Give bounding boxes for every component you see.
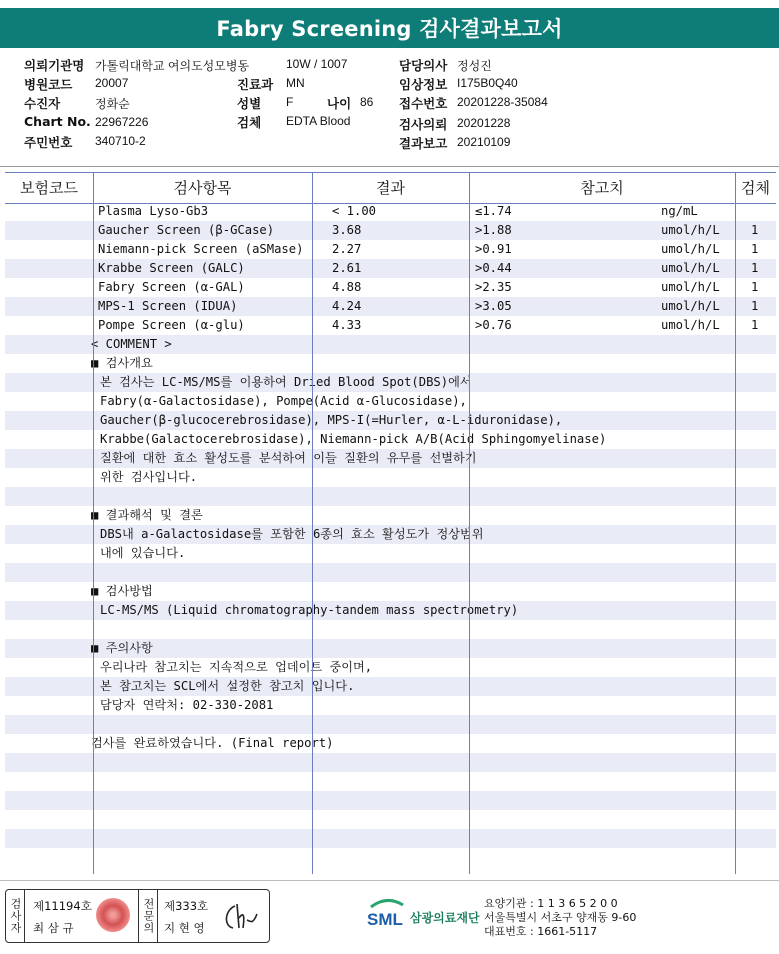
- interp-title: ■ 결과해석 및 결론: [91, 508, 203, 522]
- overview-line-3: Gaucher(β-glucocerebrosidase), MPS-I(=Hurler, α-L-iduronidase),: [100, 413, 563, 427]
- test-item: Fabry Screen (α-GAL): [98, 280, 245, 294]
- caution-line-1: 우리나라 참고치는 지속적으로 업데이트 중이며,: [100, 660, 373, 674]
- interp-line-2: 내에 있습니다.: [100, 546, 186, 560]
- sml-logo-icon: [367, 895, 407, 931]
- comment-header: < COMMENT >: [91, 337, 172, 351]
- result-value: < 1.00: [332, 204, 377, 218]
- signature-box: [5, 889, 270, 943]
- examiner-name: 최 삼 규: [33, 921, 74, 935]
- method-title: ■ 검사방법: [91, 584, 153, 598]
- final-line: 검사를 완료하였습니다. (Final report): [91, 736, 334, 750]
- reference-value: >0.44: [475, 261, 512, 275]
- specimen-value: EDTA Blood: [286, 114, 351, 128]
- overview-line-4: Krabbe(Galactocerebrosidase), Niemann-pick A/B(Acid Sphingomyelinase): [100, 432, 607, 446]
- lab-info-line-3: 대표번호 : 1661-5117: [484, 925, 598, 938]
- institution-value: 가톨릭대학교 여의도성모병동: [95, 59, 250, 73]
- lab-name: 삼광의료재단: [410, 911, 480, 925]
- footer: [0, 880, 779, 954]
- overview-title: ■ 검사개요: [91, 356, 153, 370]
- request-value: 20201228: [457, 116, 511, 130]
- test-item: MPS-1 Screen (IDUA): [98, 299, 238, 313]
- method-line-1: LC-MS/MS (Liquid chromatography-tandem mass spectrometry): [100, 603, 519, 617]
- table-row: [5, 487, 776, 506]
- specimen-count: 1: [751, 299, 759, 313]
- table-row: [5, 563, 776, 582]
- report-date-value: 20210109: [457, 135, 511, 149]
- clinical-label: 임상정보: [399, 77, 448, 92]
- header-insurance-code: 보험코드: [20, 179, 78, 197]
- reference-value: >0.91: [475, 242, 512, 256]
- table-row: [5, 791, 776, 810]
- examiner-label-text: 검사자: [9, 898, 22, 934]
- patient-label: 수진자: [24, 96, 61, 111]
- reference-unit: umol/h/L: [661, 299, 720, 313]
- institution-label: 의뢰기관명: [24, 58, 85, 73]
- table-row: [5, 620, 776, 639]
- test-item: Niemann-pick Screen (aSMase): [98, 242, 304, 256]
- column-divider: [735, 172, 736, 874]
- dept-label: 진료과: [237, 77, 274, 92]
- reference-value: >3.05: [475, 299, 512, 313]
- specimen-count: 1: [751, 280, 759, 294]
- table-row: [5, 848, 776, 867]
- specialist-label-text: 전문의: [142, 898, 155, 934]
- lab-info-line-2: 서울특별시 서초구 양재동 9-60: [484, 911, 637, 924]
- age-value: 86: [360, 95, 374, 109]
- column-divider: [93, 172, 94, 874]
- result-value: 4.24: [332, 299, 362, 313]
- reference-unit: umol/h/L: [661, 280, 720, 294]
- ward-value: 10W / 1007: [286, 57, 348, 71]
- request-label: 검사의뢰: [399, 117, 448, 132]
- specialist-label: [138, 890, 158, 942]
- header-separator: [0, 166, 779, 167]
- caution-line-3: 담당자 연락처: 02-330-2081: [100, 698, 274, 712]
- test-item: Gaucher Screen (β-GCase): [98, 223, 275, 237]
- result-value: 2.61: [332, 261, 362, 275]
- reception-value: 20201228-35084: [457, 95, 548, 109]
- column-divider: [312, 172, 313, 874]
- signature-icon: [221, 900, 261, 934]
- clinical-value: I175B0Q40: [457, 76, 518, 90]
- patient-value: 정화순: [95, 97, 130, 111]
- header-test-item: 검사항목: [173, 179, 232, 197]
- result-value: 3.68: [332, 223, 362, 237]
- reference-value: >0.76: [475, 318, 512, 332]
- doctor-value: 정성진: [457, 59, 492, 73]
- doctor-label: 담당의사: [399, 58, 448, 73]
- dept-value: MN: [286, 76, 305, 90]
- examiner-label: [6, 890, 25, 942]
- specimen-label: 검체: [237, 115, 262, 130]
- reference-unit: ng/mL: [661, 204, 698, 218]
- resident-label: 주민번호: [24, 135, 73, 150]
- reference-unit: umol/h/L: [661, 223, 720, 237]
- reference-value: >1.88: [475, 223, 512, 237]
- table-header: [5, 172, 776, 204]
- table-row: [5, 810, 776, 829]
- lab-info: [484, 897, 636, 939]
- age-label: 나이: [327, 96, 352, 111]
- overview-line-1: 본 검사는 LC-MS/MS를 이용하여 Dried Blood Spot(DBS)에서: [100, 375, 472, 389]
- chart-value: 22967226: [95, 115, 149, 129]
- seal-stamp-icon: [96, 898, 130, 932]
- test-item: Pompe Screen (α-glu): [98, 318, 245, 332]
- caution-title: ■ 주의사항: [91, 641, 153, 655]
- test-item: Plasma Lyso-Gb3: [98, 204, 209, 218]
- result-value: 4.33: [332, 318, 362, 332]
- reference-unit: umol/h/L: [661, 242, 720, 256]
- test-item: Krabbe Screen (GALC): [98, 261, 245, 275]
- reception-label: 접수번호: [399, 96, 448, 111]
- result-value: 2.27: [332, 242, 362, 256]
- header-info: [0, 48, 779, 166]
- sex-label: 성별: [237, 96, 262, 111]
- sex-value: F: [286, 95, 294, 109]
- overview-line-2: Fabry(α-Galactosidase), Pompe(Acid α-Glucosidase),: [100, 394, 467, 408]
- table-row: [5, 715, 776, 734]
- table-row: [5, 753, 776, 772]
- specialist-number: 제333호: [164, 899, 209, 913]
- report-title: Fabry Screening 검사결과보고서: [0, 8, 779, 48]
- interp-line-1: DBS내 a-Galactosidase를 포함한 6종의 효소 활성도가 정상범위: [100, 527, 484, 541]
- report-date-label: 결과보고: [399, 136, 448, 151]
- reference-value: >2.35: [475, 280, 512, 294]
- table-row: [5, 772, 776, 791]
- specimen-count: 1: [751, 242, 759, 256]
- examiner-number: 제11194호: [33, 899, 92, 913]
- reference-unit: umol/h/L: [661, 261, 720, 275]
- specimen-count: 1: [751, 261, 759, 275]
- hospital-code-value: 20007: [95, 76, 129, 90]
- header-result: 결과: [376, 179, 405, 197]
- specialist-name: 지 현 영: [164, 921, 205, 935]
- overview-line-6: 위한 검사입니다.: [100, 470, 198, 484]
- column-divider: [469, 172, 470, 874]
- hospital-code-label: 병원코드: [24, 77, 73, 92]
- specimen-count: 1: [751, 318, 759, 332]
- report-table: [5, 172, 776, 874]
- header-specimen: 검체: [741, 179, 770, 197]
- logo-text: SML: [367, 910, 403, 929]
- lab-info-line-1: 요양기관 : 1 1 3 6 5 2 0 0: [484, 897, 618, 910]
- reference-unit: umol/h/L: [661, 318, 720, 332]
- reference-value: ≤1.74: [475, 204, 512, 218]
- table-row: [5, 829, 776, 848]
- header-reference: 참고치: [580, 179, 624, 197]
- chart-label: Chart No.: [24, 114, 91, 129]
- overview-line-5: 질환에 대한 효소 활성도를 분석하여 이들 질환의 유무를 선별하기: [100, 451, 477, 465]
- result-value: 4.88: [332, 280, 362, 294]
- specimen-count: 1: [751, 223, 759, 237]
- resident-value: 340710-2: [95, 134, 146, 148]
- caution-line-2: 본 참고치는 SCL에서 설정한 참고치 입니다.: [100, 679, 355, 693]
